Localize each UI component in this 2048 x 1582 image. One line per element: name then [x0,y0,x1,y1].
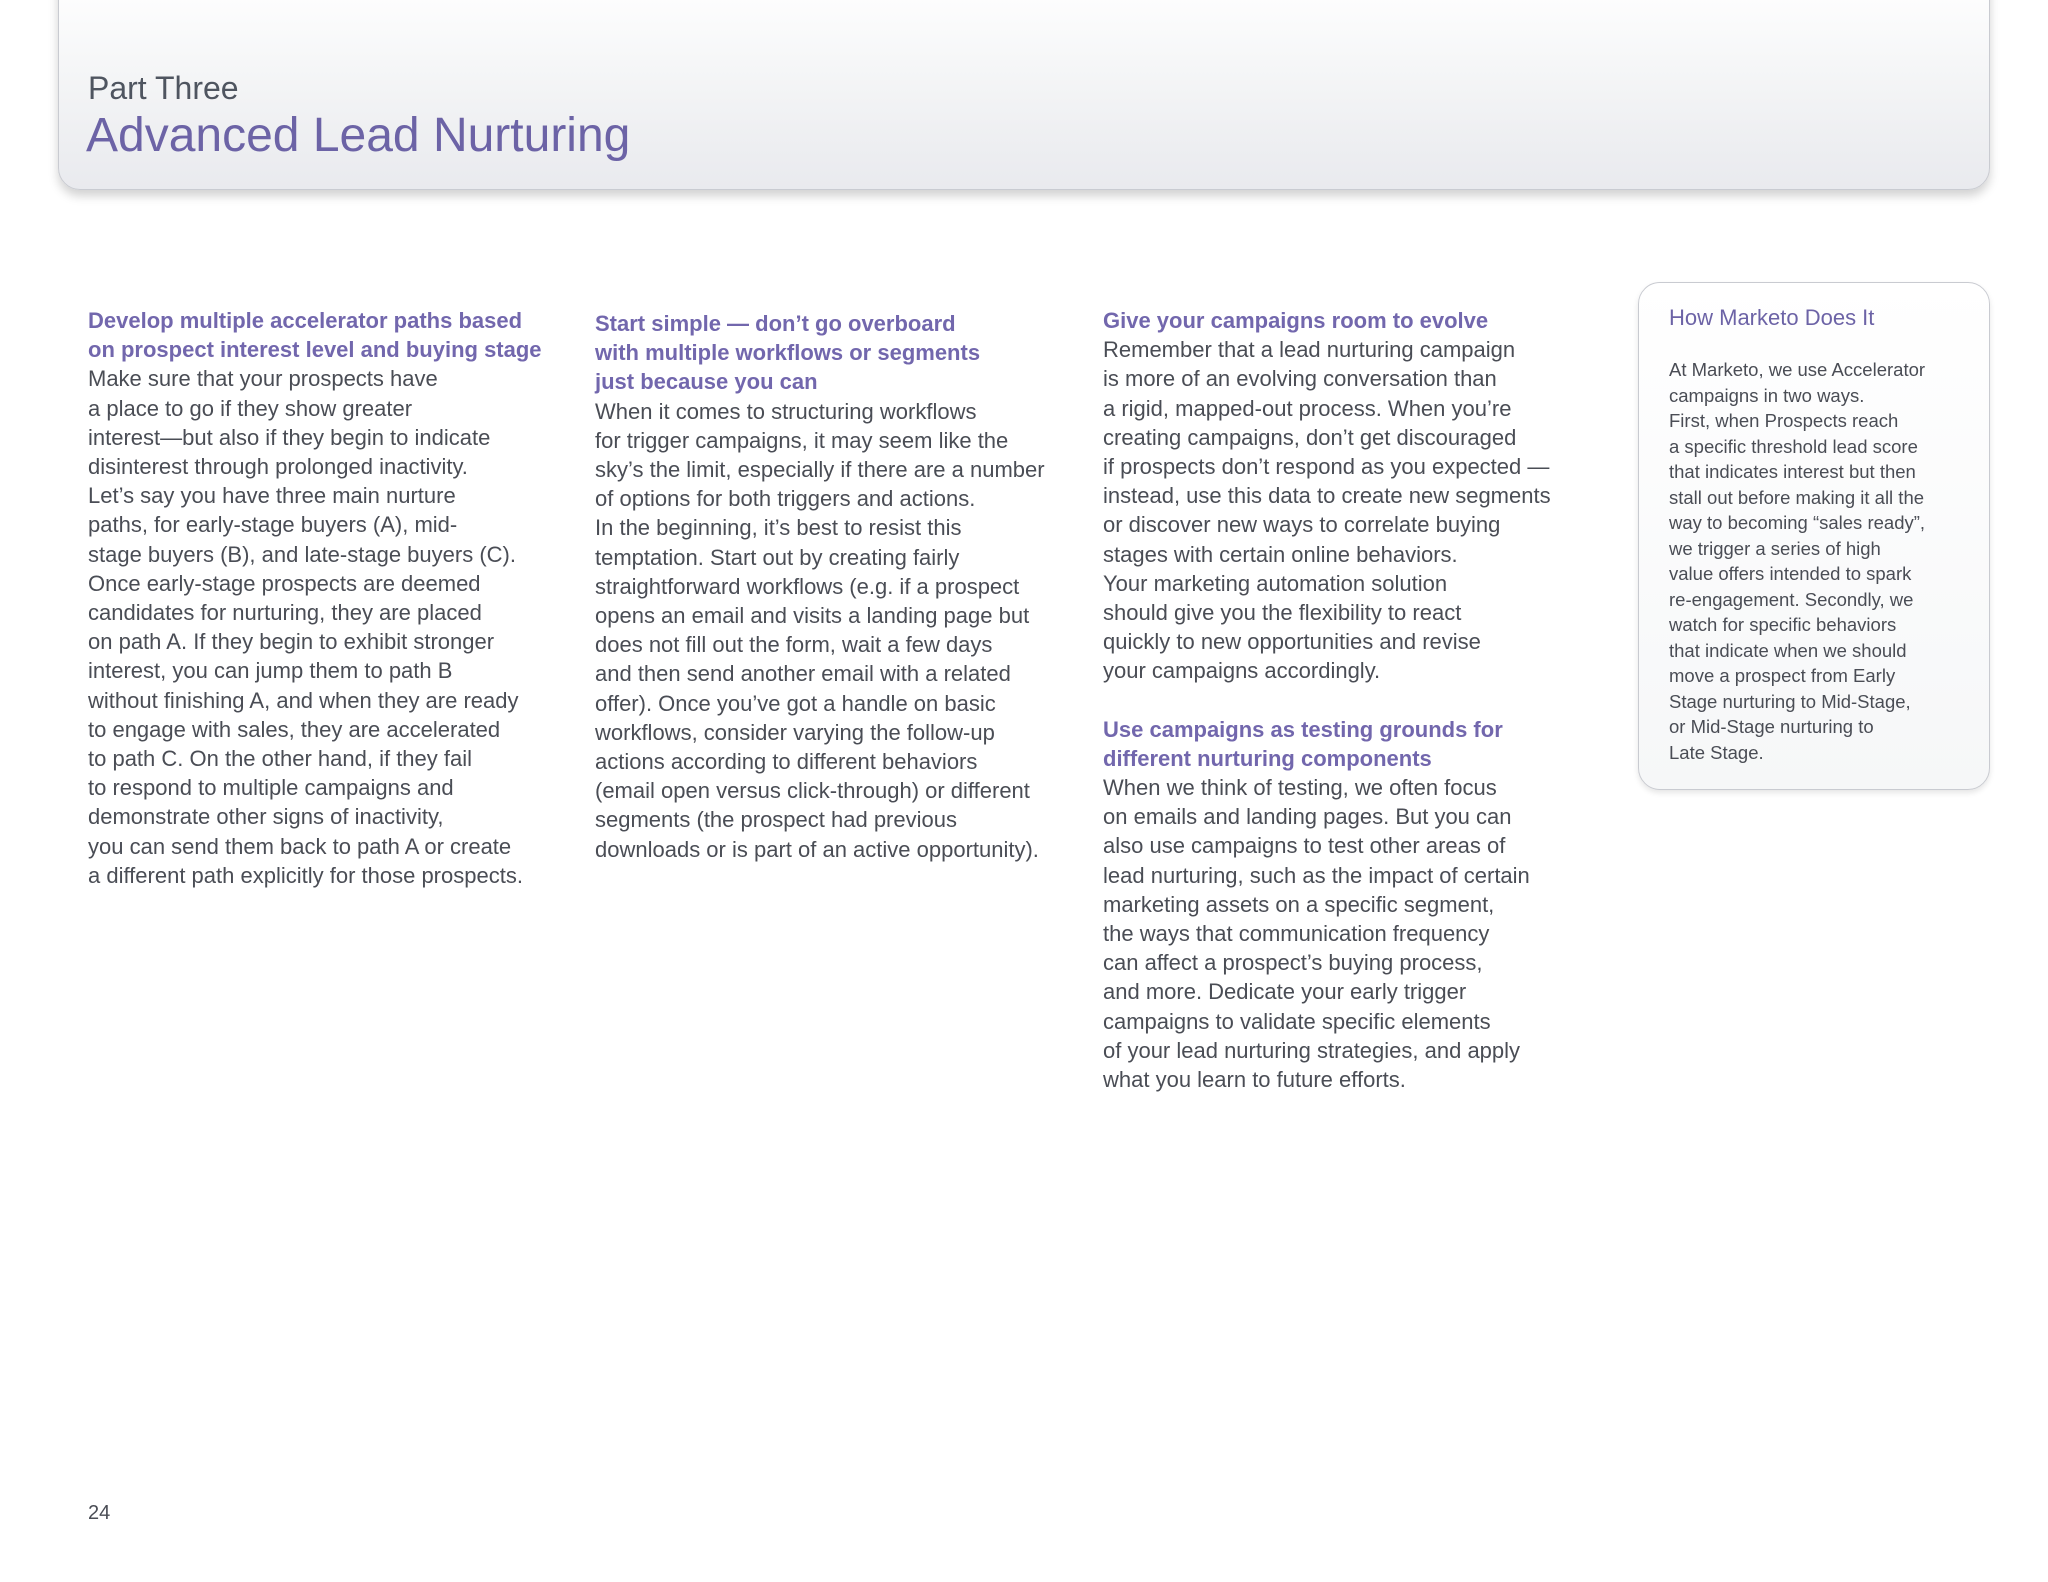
body-line: Remember that a lead nurturing campaign [1103,337,1516,363]
body-line: and more. Dedicate your early trigger [1103,979,1467,1005]
body-line: Let’s say you have three main nurture [88,483,456,509]
body-line: of your lead nurturing strategies, and apply [1103,1037,1521,1063]
body-line: segments (the prospect had previous [595,807,957,833]
body-line: opens an email and visits a landing page but [595,603,1030,629]
body-line: or discover new ways to correlate buying [1103,512,1501,538]
sidebar-line: or Mid-Stage nurturing to [1669,716,1874,737]
section-body [1103,773,1583,1094]
section-heading [595,309,1075,397]
body-line: stage buyers (B), and late-stage buyers (C). [88,541,516,567]
body-line: your campaigns accordingly. [1103,658,1381,684]
body-line: In the beginning, it’s best to resist this [595,515,962,541]
sidebar-line: At Marketo, we use Accelerator [1669,359,1926,380]
sidebar-line: way to becoming “sales ready”, [1669,512,1926,533]
body-line: without finishing A, and when they are ready [88,687,519,713]
heading-line: Give your campaigns room to evolve [1103,308,1489,333]
heading-line: different nurturing components [1103,745,1432,771]
section-gap [1103,686,1583,715]
body-line: should give you the flexibility to react [1103,600,1462,626]
page-number: 24 [88,1502,111,1524]
body-line: a rigid, mapped-out process. When you’re [1103,395,1512,421]
section-heading [1103,715,1583,773]
sidebar-line: value offers intended to spark [1669,563,1912,584]
sidebar-title: How Marketo Does It [1669,305,1875,330]
body-line: a place to go if they show greater [88,395,413,421]
sidebar-line: stall out before making it all the [1669,486,1925,508]
sidebar-line: Late Stage. [1669,741,1764,763]
body-line: interest—but also if they begin to indicate [88,424,491,450]
body-line: When it comes to structuring workflows [595,398,977,424]
sidebar-body [1669,357,1925,765]
sidebar-line: watch for specific behaviors [1669,614,1897,635]
section-kicker: Part Three [88,70,239,106]
body-line: to respond to multiple campaigns and [88,775,454,801]
body-line: workflows, consider varying the follow-up [595,719,995,745]
body-line: Once early-stage prospects are deemed [88,570,481,596]
body-line: marketing assets on a specific segment, [1103,891,1495,917]
body-line: temptation. Start out by creating fairly [595,544,960,570]
sidebar-line: campaigns in two ways. [1669,384,1865,406]
body-line: to engage with sales, they are accelerated [88,716,501,742]
body-line: Your marketing automation solution [1103,570,1448,596]
sidebar-line: First, when Prospects reach [1669,410,1899,431]
heading-line: with multiple workflows or segments [595,340,981,366]
body-line: paths, for early-stage buyers (A), mid- [88,512,458,538]
body-line: candidates for nurturing, they are placed [88,600,482,626]
body-line: straightforward workflows (e.g. if a prospect [595,573,1020,599]
body-line: disinterest through prolonged inactivity. [88,454,468,480]
body-line: the ways that communication frequency [1103,921,1490,947]
body-line: creating campaigns, don’t get discouraged [1103,424,1517,450]
sidebar-line: a specific threshold lead score [1669,435,1918,457]
body-line: stages with certain online behaviors. [1103,541,1458,567]
body-line: if prospects don’t respond as you expected — [1103,454,1550,480]
text-column-2 [595,309,1075,864]
heading-line: Develop multiple accelerator paths based [88,308,523,333]
body-line: downloads or is part of an active opportunity). [595,836,1039,862]
body-line: (email open versus click-through) or different [595,778,1030,804]
body-line: Make sure that your prospects have [88,366,438,392]
sidebar-line: that indicate when we should [1669,639,1907,661]
body-line: quickly to new opportunities and revise [1103,629,1481,655]
sidebar-line: move a prospect from Early [1669,665,1896,686]
heading-line: Start simple — don’t go overboard [595,311,956,336]
body-line: interest, you can jump them to path B [88,658,453,684]
body-line: instead, use this data to create new segments [1103,483,1551,509]
body-line: can affect a prospect’s buying process, [1103,950,1483,976]
sidebar-line: we trigger a series of high [1669,537,1881,559]
body-line: what you learn to future efforts. [1103,1067,1406,1093]
body-line: sky’s the limit, especially if there are a number [595,457,1045,483]
section-body [595,397,1075,864]
body-line: on path A. If they begin to exhibit stronger [88,629,495,655]
body-line: demonstrate other signs of inactivity, [88,804,444,830]
page-title: Advanced Lead Nurturing [86,109,631,162]
heading-line: just because you can [595,369,818,395]
section-body [1103,335,1583,685]
section-heading [88,306,568,364]
body-line: on emails and landing pages. But you can [1103,804,1512,830]
body-line: campaigns to validate specific elements [1103,1008,1491,1034]
heading-line: on prospect interest level and buying stage [88,337,542,363]
body-line: actions according to different behaviors [595,749,978,775]
text-column-3 [1103,306,1583,1094]
body-line: to path C. On the other hand, if they fail [88,746,473,772]
body-line: also use campaigns to test other areas of [1103,833,1506,859]
body-line: When we think of testing, we often focus [1103,775,1497,801]
body-line: offer). Once you’ve got a handle on basic [595,690,996,716]
sidebar-line: Stage nurturing to Mid-Stage, [1669,690,1911,712]
body-line: of options for both triggers and actions. [595,486,976,512]
heading-line: Use campaigns as testing grounds for [1103,716,1503,742]
section-heading [1103,306,1583,335]
body-line: for trigger campaigns, it may seem like the [595,427,1009,453]
body-line: lead nurturing, such as the impact of certain [1103,862,1530,888]
body-line: does not fill out the form, wait a few days [595,632,993,658]
body-line: you can send them back to path A or create [88,833,512,859]
sidebar-line: re-engagement. Secondly, we [1669,588,1914,610]
body-line: is more of an evolving conversation than [1103,366,1497,392]
text-column-1 [88,306,568,890]
body-line: a different path explicitly for those prospects. [88,862,523,888]
section-body [88,364,568,890]
body-line: and then send another email with a related [595,661,1011,687]
sidebar-line: that indicates interest but then [1669,461,1916,482]
sidebar-callout [1638,282,1990,790]
